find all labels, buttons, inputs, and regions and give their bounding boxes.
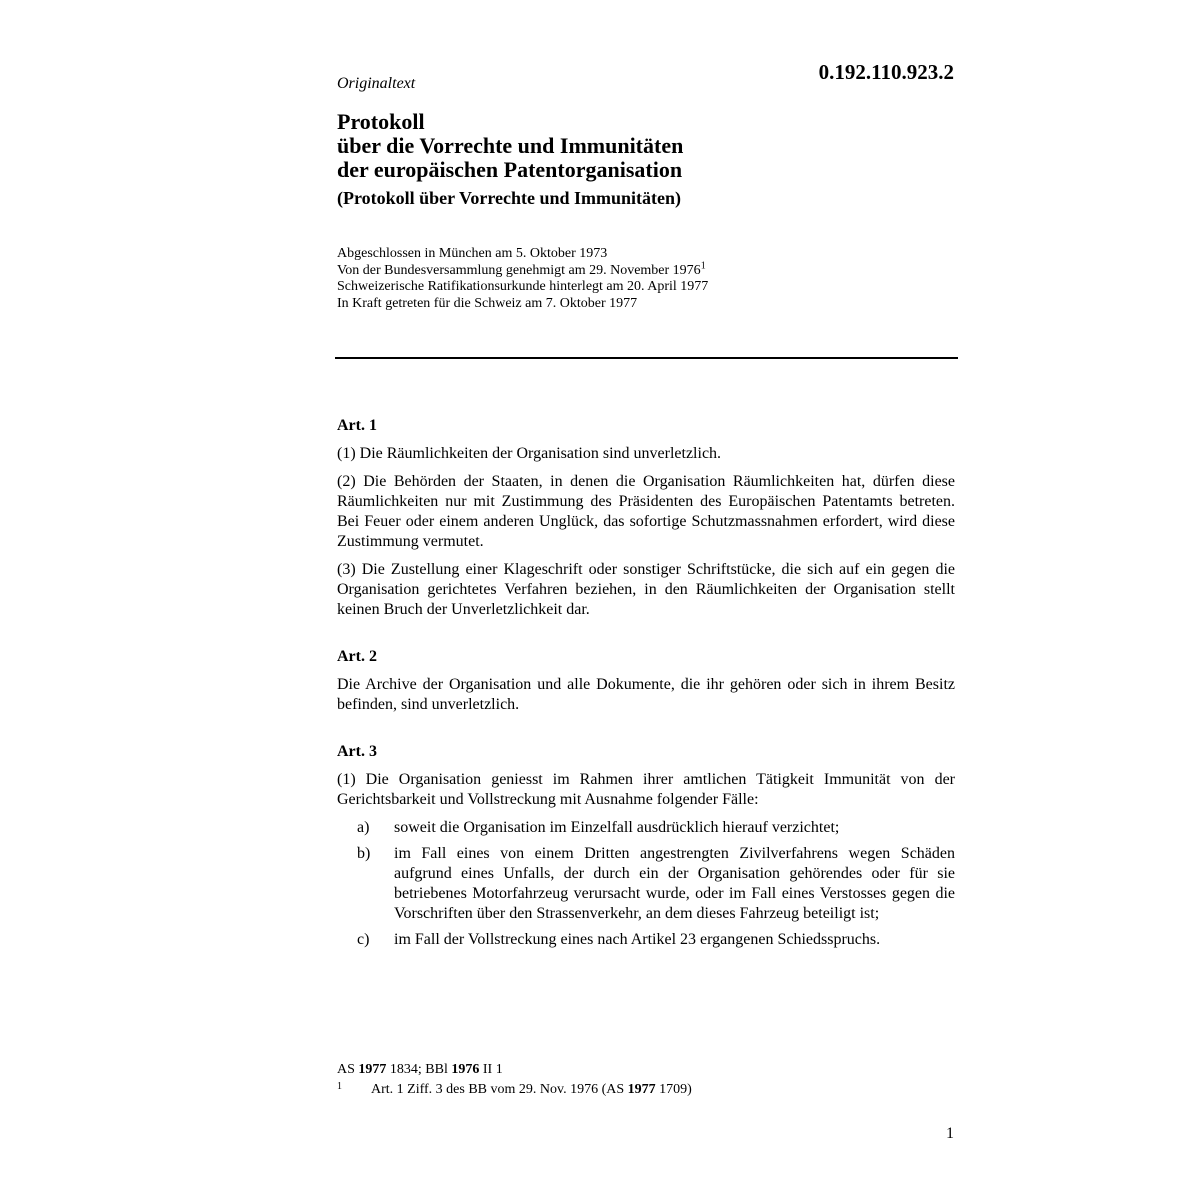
- source-as-page: 1834; BBl: [386, 1062, 452, 1077]
- list-item-key: c): [357, 931, 370, 948]
- list-item-text: soweit die Organisation im Einzelfall ausdrücklich hierauf verzichtet;: [394, 819, 840, 836]
- articles-body: [337, 416, 955, 950]
- list-item: [337, 818, 955, 838]
- list-item: [337, 930, 955, 950]
- divider: [335, 357, 958, 359]
- footnote: [337, 1080, 955, 1100]
- article-heading: Art. 3: [337, 743, 377, 760]
- article-paragraph: (2) Die Behörden der Staaten, in denen die Organisation Räumlichkeiten hat, dürfen diese Räumlichkeiten nur mit Zustimmung des Präsidenten des Europäischen Patentamts betreten. Bei Feuer oder einem anderen Unglück, das sofortige Schutzmassnahmen erfordert, wird diese Zustimmung vermutet.: [337, 473, 955, 550]
- title-block: [337, 110, 957, 209]
- concluded-date: Abgeschlossen in München am 5. Oktober 1973: [337, 246, 608, 261]
- source-as-year: 1977: [358, 1062, 387, 1077]
- article-paragraph: (1) Die Organisation geniesst im Rahmen ihrer amtlichen Tätigkeit Immunität von der Gerichtsbarkeit und Vollstreckung mit Ausnahme folgender Fälle:: [337, 771, 955, 808]
- footnote-mark: 1: [337, 1081, 342, 1092]
- page-number: 1: [946, 1125, 954, 1142]
- list-item-key: b): [357, 845, 371, 862]
- list-item-text: im Fall der Vollstreckung eines nach Artikel 23 ergangenen Schiedsspruchs.: [394, 931, 881, 948]
- article-3: [337, 742, 955, 950]
- enactment-facts: [337, 246, 957, 312]
- source-reference: [337, 1060, 955, 1080]
- list-item-text: im Fall eines von einem Dritten angestrengten Zivilverfahrens wegen Schäden aufgrund eines Unfalls, der durch ein der Organisation gehörendes oder für sie betriebenes Motorfahrzeug verursacht wurde, oder im Fall eines Verstosses gegen die Vorschriften über den Strassenverkehr, an dem dieses Fahrzeug beteiligt ist;: [394, 845, 955, 922]
- source-bbl-ref: II 1: [479, 1062, 503, 1077]
- source-as-prefix: AS: [337, 1062, 359, 1077]
- footnotes: [337, 1060, 955, 1100]
- article-paragraph: (3) Die Zustellung einer Klageschrift oder sonstiger Schriftstücke, die sich auf ein gegen die Organisation gerichtetes Verfahren beziehen, in den Räumlichkeiten der Organisation stellt keinen Bruch der Unverletzlichkeit dar.: [337, 561, 955, 618]
- footnote-text: [371, 1080, 692, 1100]
- footnote-text-prefix: Art. 1 Ziff. 3 des BB vom 29. Nov. 1976 (AS: [371, 1082, 628, 1097]
- article-paragraph: Die Archive der Organisation und alle Dokumente, die ihr gehören oder sich in ihrem Besitz befinden, sind unverletzlich.: [337, 676, 955, 713]
- article-1: [337, 416, 955, 620]
- title-line: über die Vorrechte und Immunitäten: [337, 133, 684, 158]
- footnote-ref[interactable]: 1: [700, 259, 706, 271]
- list-item: [337, 844, 955, 924]
- article-2: [337, 647, 955, 715]
- footnote-text-year: 1977: [627, 1082, 656, 1097]
- original-text-label: Originaltext: [337, 75, 416, 92]
- ratification-date: Schweizerische Ratifikationsurkunde hinterlegt am 20. April 1977: [337, 279, 709, 294]
- exception-list: [337, 818, 955, 950]
- article-paragraph: (1) Die Räumlichkeiten der Organisation sind unverletzlich.: [337, 445, 722, 462]
- title-line: Protokoll: [337, 109, 425, 134]
- source-bbl-year: 1976: [451, 1062, 480, 1077]
- article-heading: Art. 2: [337, 648, 377, 665]
- list-item-key: a): [357, 819, 370, 836]
- footnote-text-suffix: 1709): [655, 1082, 692, 1097]
- approval-text: Von der Bundesversammlung genehmigt am 29. November 1976: [337, 262, 701, 278]
- short-title: (Protokoll über Vorrechte und Immunitäten): [337, 188, 682, 208]
- title-line: der europäischen Patentorganisation: [337, 157, 683, 182]
- in-force-date: In Kraft getreten für die Schweiz am 7. Oktober 1977: [337, 295, 638, 311]
- sr-number: 0.192.110.923.2: [818, 60, 954, 84]
- article-heading: Art. 1: [337, 417, 377, 434]
- approval-date: [337, 259, 957, 280]
